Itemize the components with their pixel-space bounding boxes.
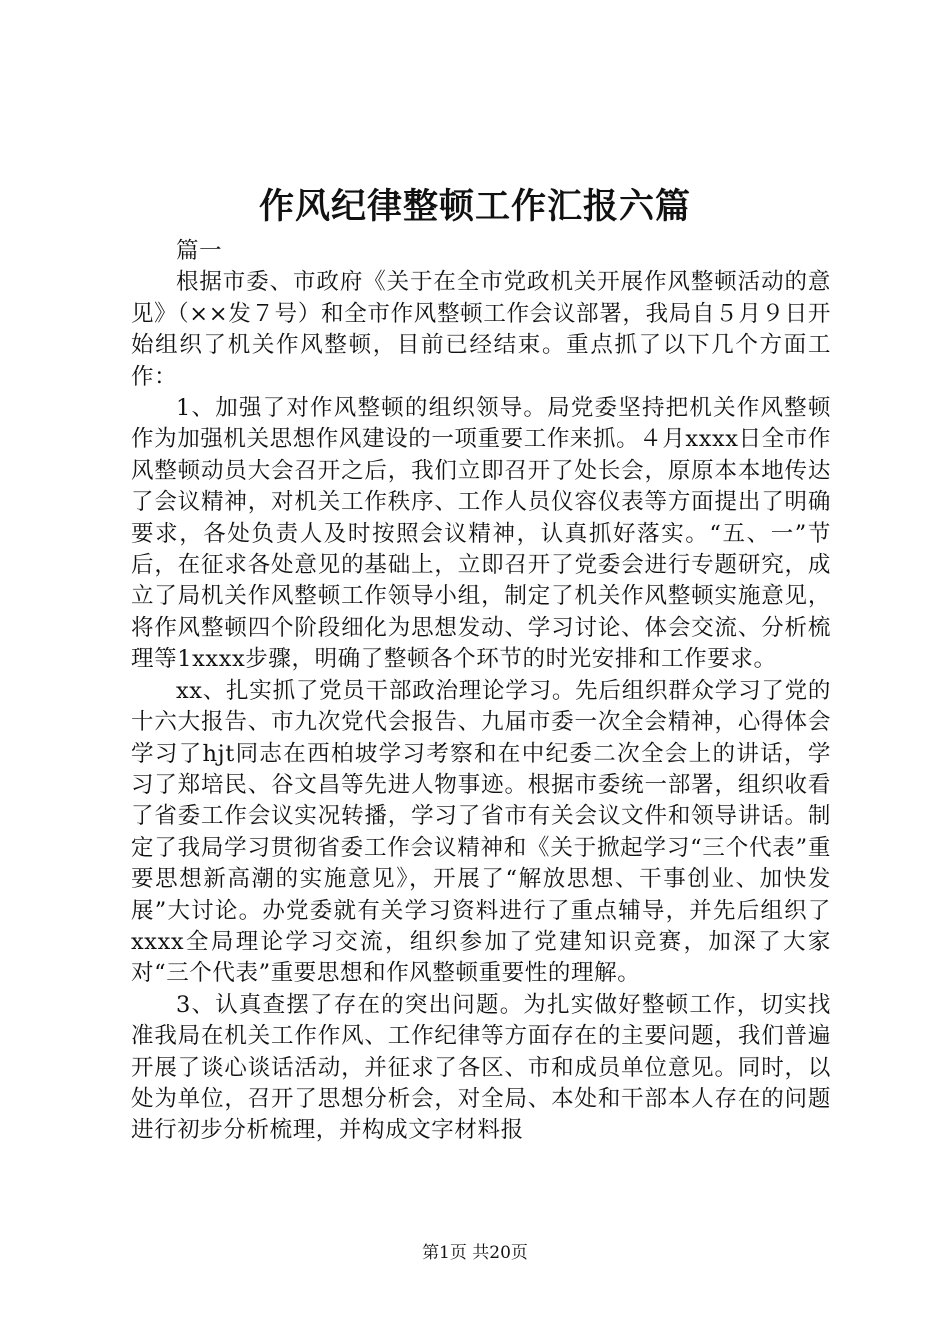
paragraph-item-3: 3、认真查摆了存在的突出问题。为扎实做好整顿工作，切实找准我局在机关工作作风、工作纪律等方面存在的主要问题，我们普遍开展了谈心谈话活动，并征求了各区、市和成员单位意见。同时，以处为单位，召开了思想分析会，对全局、本处和干部本人存在的问题进行初步分析梳理，并构成文字材料报 — [131, 991, 831, 1144]
page-number: 第1页 — [422, 1243, 467, 1263]
document-title: 作风纪律整顿工作汇报六篇 — [258, 186, 691, 227]
paragraph-intro: 根据市委、市政府《关于在全市党政机关开展作风整顿活动的意见》（××发７号）和全市作风整顿工作会议部署，我局自５月９日开始组织了机关作风整顿，目前已经结束。重点抓了以下几个方面工作： — [131, 269, 831, 390]
document-body — [131, 236, 831, 1147]
paragraph-item-1: 1、加强了对作风整顿的组织领导。局党委坚持把机关作风整顿作为加强机关思想作风建设的一项重要工作来抓。４月xxxx日全市作风整顿动员大会召开之后，我们立即召开了处长会，原原本本地传达了会议精神，对机关工作秩序、工作人员仪容仪表等方面提出了明确要求，各处负责人及时按照会议精神，认真抓好落实。“五、一”节后，在征求各处意见的基础上，立即召开了党委会进行专题研究，成立了局机关作风整顿工作领导小组，制定了机关作风整顿实施意见，将作风整顿四个阶段细化为思想发动、学习讨论、体会交流、分析梳理等1xxxx步骤，明确了整顿各个环节的时光安排和工作要求。 — [131, 395, 831, 673]
paragraph-item-2: xx、扎实抓了党员干部政治理论学习。先后组织群众学习了党的十六大报告、市九次党代会报告、九届市委一次全会精神，心得体会学习了hjt同志在西柏坡学习考察和在中纪委二次全会上的讲话，学习了郑培民、谷文昌等先进人物事迹。根据市委统一部署，组织收看了省委工作会议实况转播，学习了省市有关会议文件和领导讲话。制定了我局学习贯彻省委工作会议精神和《关于掀起学习“三个代表”重要思想新高潮的实施意见》，开展了“解放思想、干事创业、加快发展”大讨论。办党委就有关学习资料进行了重点辅导，并先后组织了xxxx全局理论学习交流，组织参加了党建知识竞赛，加深了大家对“三个代表”重要思想和作风整顿重要性的理解。 — [131, 677, 831, 987]
page-footer — [0, 1241, 950, 1265]
section-label: 篇一 — [176, 238, 223, 264]
page-total: 共20页 — [472, 1243, 528, 1263]
